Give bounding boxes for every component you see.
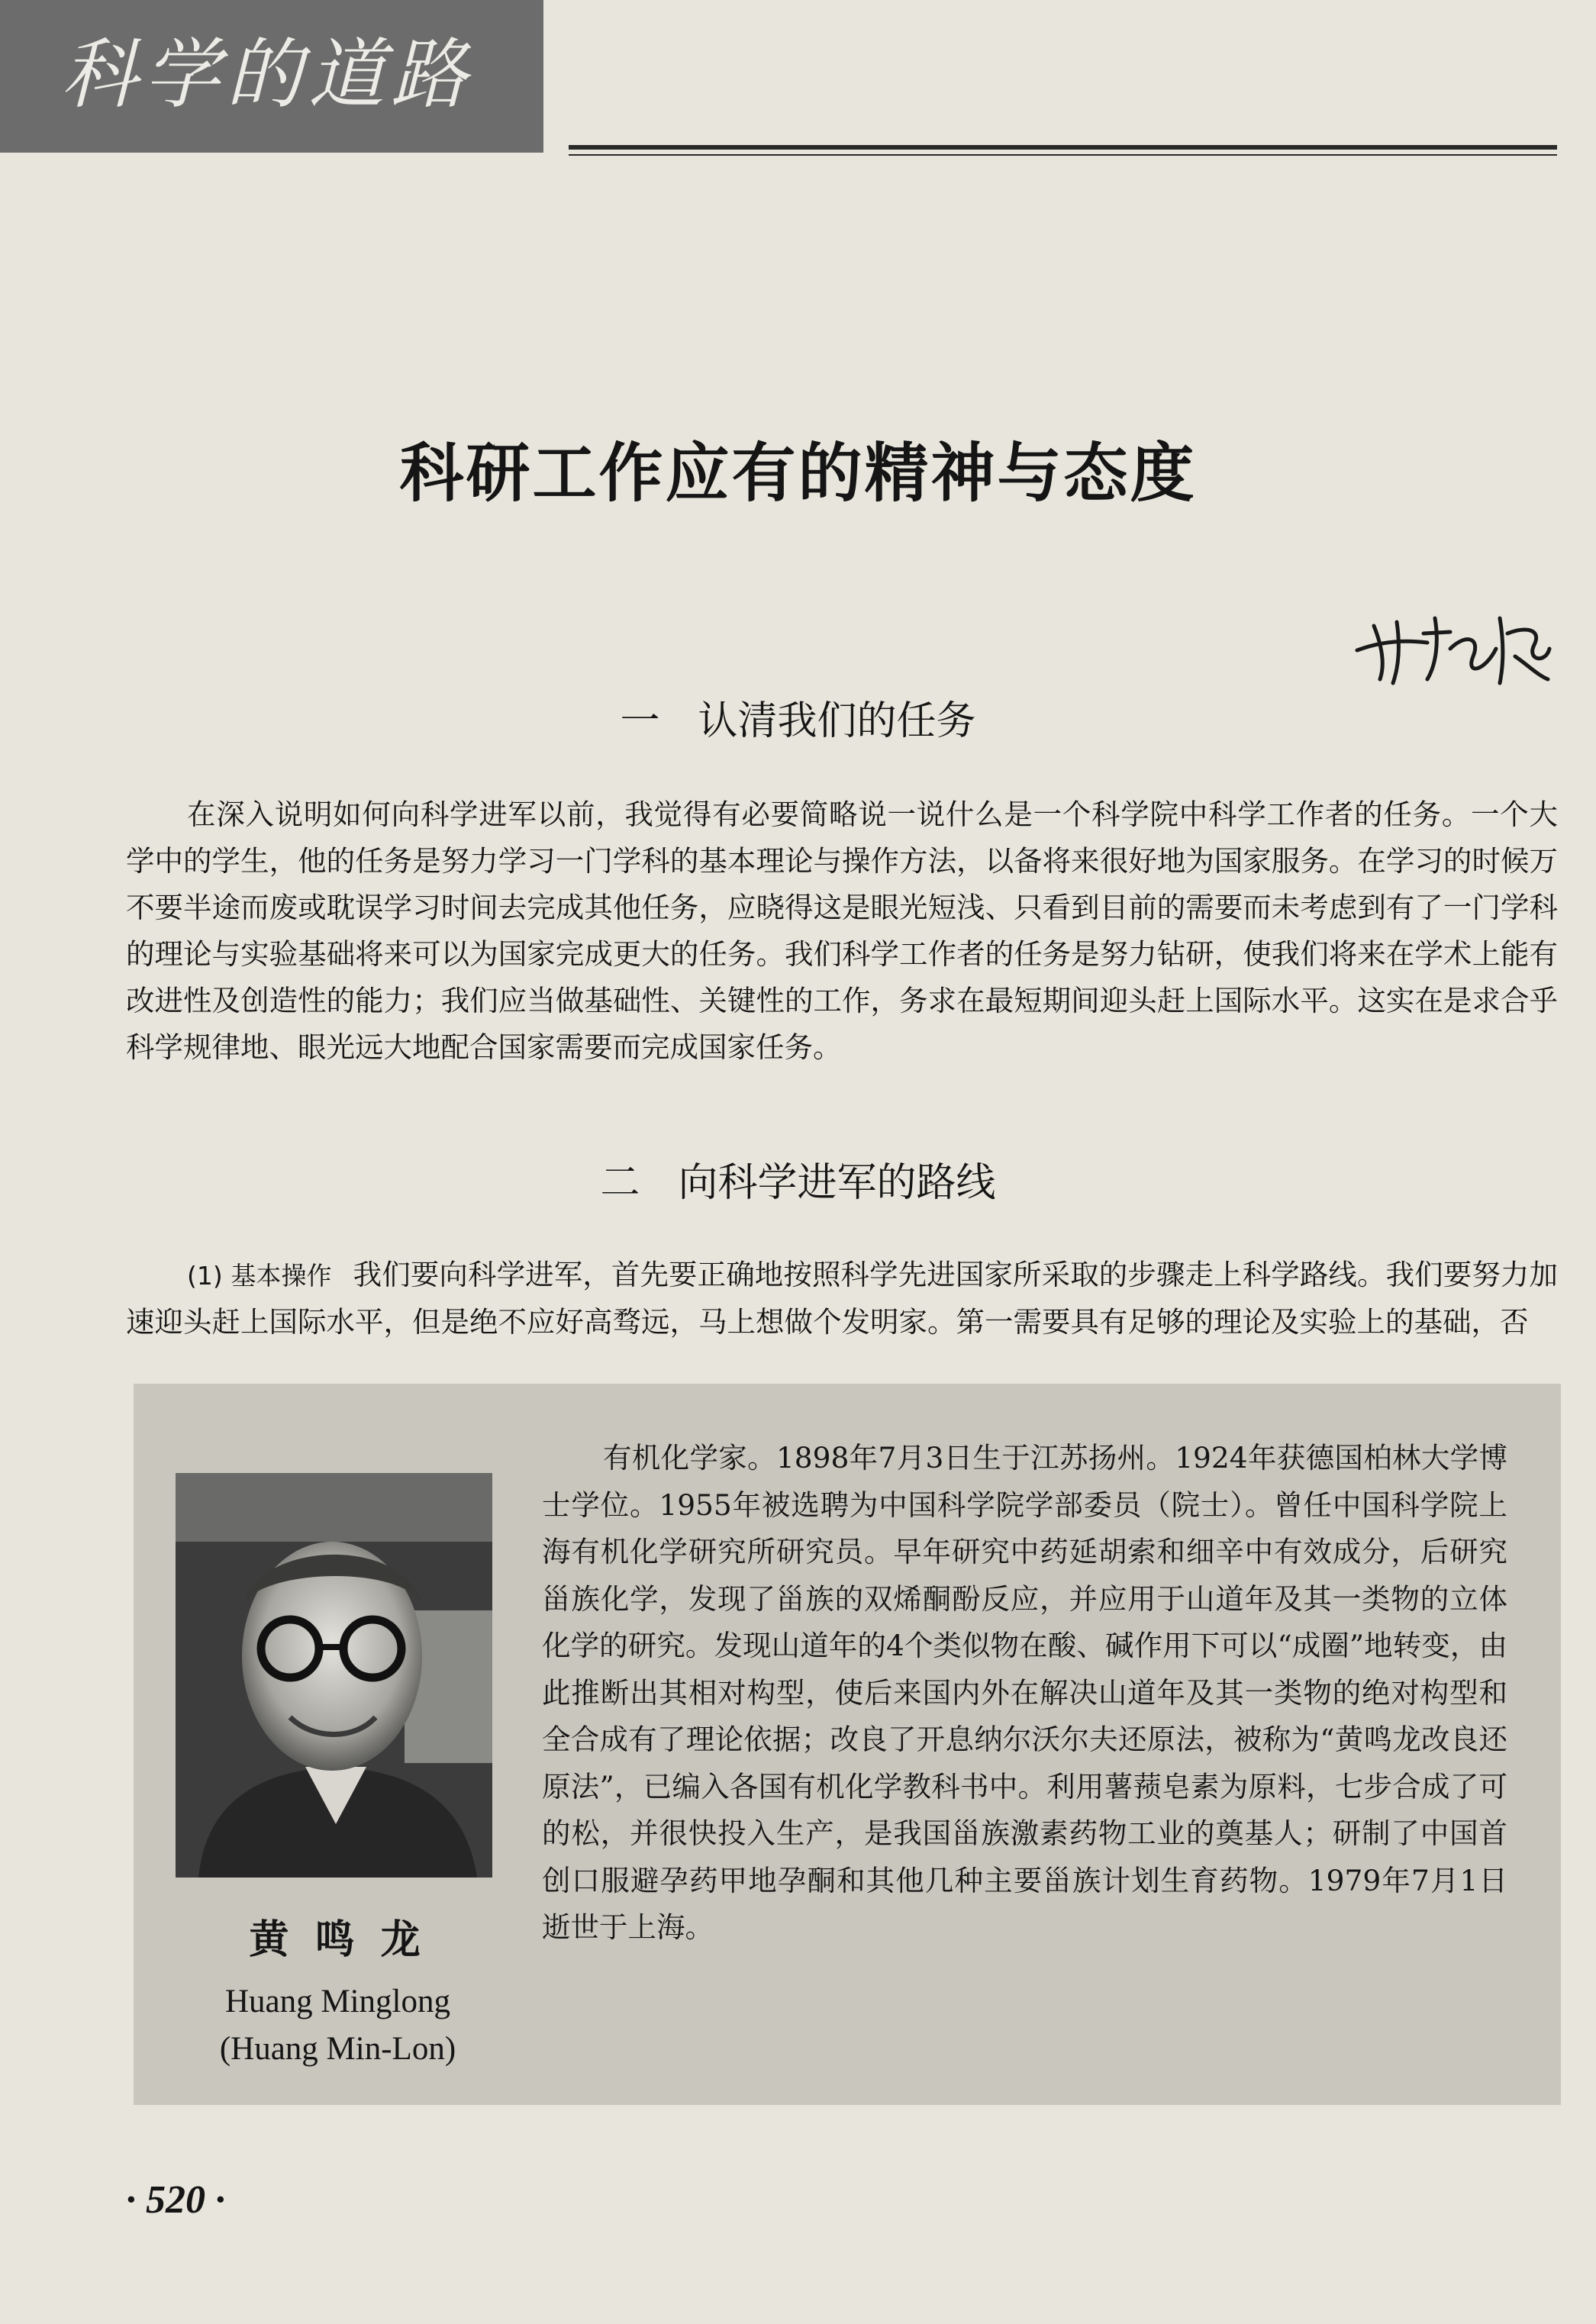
section-title-1: 认清我们的任务: [698, 698, 976, 744]
section-heading-2: [0, 1156, 1596, 1210]
portrait-photo: [176, 1473, 492, 1878]
section-number-2: 二: [600, 1160, 640, 1206]
series-title: 科学的道路: [61, 30, 473, 119]
subsection-label: (1) 基本操作: [187, 1261, 332, 1291]
article-title: 科研工作应有的精神与态度: [399, 435, 1197, 511]
biography-text: 有机化学家。1898年7月3日生于江苏扬州。1924年获德国柏林大学博士学位。1955年被选聘为中国科学院学部委员（院士）。曾任中国科学院上海有机化学研究所研究员。早年研究中药延胡索和细辛中有效成分，后研究甾族化学，发现了甾族的双烯酮酚反应，并应用于山道年及其一类物的立体化学的研究。发现山道年的4个类似物在酸、碱作用下可以“成圈”地转变，由此推断出其相对构型，使后来国内外在解决山道年及其一类物的绝对构型和全合成有了理论依据；改良了开息纳尔沃尔夫还原法，被称为“黄鸣龙改良还原法”，已编入各国有机化学教科书中。利用薯蓣皂素为原料，七步合成了可的松，并很快投入生产，是我国甾族激素药物工业的奠基人；研制了中国首创口服避孕药甲地孕酮和其他几种主要甾族计划生育药物。1979年7月1日逝世于上海。: [542, 1441, 1507, 1944]
scientist-name-en-alt: (Huang Min-Lon): [219, 2031, 456, 2067]
section-1-paragraph: 在深入说明如何向科学进军以前，我觉得有必要简略说一说什么是一个科学院中科学工作者的任务。一个大学中的学生，他的任务是努力学习一门学科的基本理论与操作方法，以备将来很好地为国家服务。在学习的时候万不要半途而废或耽误学习时间去完成其他任务，应晓得这是眼光短浅、只看到目前的需要而未考虑到有了一门学科的理论与实验基础将来可以为国家完成更大的任务。我们科学工作者的任务是努力钻研，使我们将来在学术上能有改进性及创造性的能力；我们应当做基础性、关键性的工作，务求在最短期间迎头赶上国际水平。这实在是求合乎科学规律地、眼光远大地配合国家需要而完成国家任务。: [126, 798, 1558, 1064]
scientist-name-cn: 黄 鸣 龙: [249, 1916, 427, 1963]
page-number: · 520 ·: [126, 2178, 225, 2222]
section-heading-1: [0, 695, 1596, 748]
series-header: [0, 0, 543, 153]
header-rule-thick: [569, 145, 1557, 150]
header-rule-thin: [569, 154, 1557, 156]
section-2-paragraph: [126, 1252, 1558, 1346]
section-2-text: 我们要向科学进军，首先要正确地按照科学先进国家所采取的步骤走上科学路线。我们要努力加速迎头赶上国际水平，但是绝不应好高骛远，马上想做个发明家。第一需要具有足够的理论及实验上的基础，否: [126, 1258, 1559, 1339]
section-title-2: 向科学进军的路线: [678, 1160, 996, 1206]
author-signature: [1351, 603, 1553, 687]
scientist-name-en: Huang Minglong: [224, 1984, 451, 2019]
section-number-1: 一: [620, 698, 660, 744]
